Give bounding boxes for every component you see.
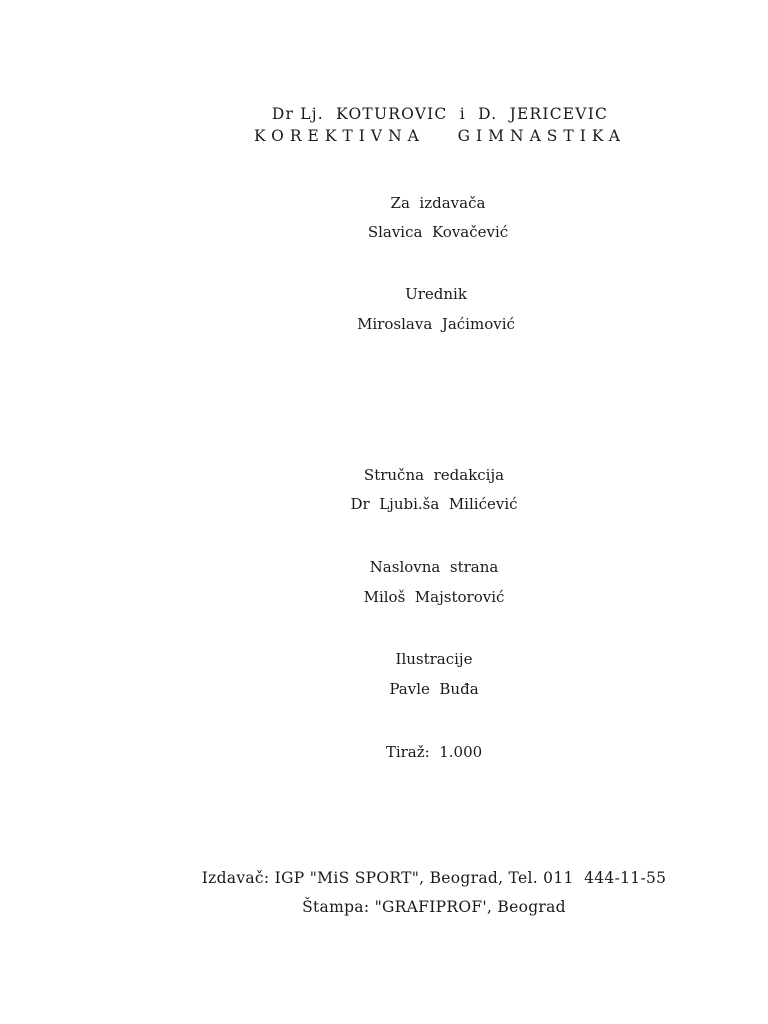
publisher-for-name: Slavica Kovačević	[367, 223, 509, 241]
printer-footer: Štampa: "GRAFIPROF', Beograd	[302, 898, 566, 916]
publisher-footer: Izdavač: IGP "MiS SPORT", Beograd, Tel. 011 444-11-55	[201, 869, 667, 887]
book-title: KOREKTIVNA GIMNASTIKA	[254, 127, 626, 145]
cover-name: Miloš Majstorović	[363, 588, 505, 606]
cover-label: Naslovna strana	[369, 558, 499, 576]
print-run: Tiraž: 1.000	[385, 743, 483, 761]
illustrations-label: Ilustracije	[395, 650, 473, 668]
publisher-for-label: Za izdavača	[390, 194, 486, 212]
illustrations-name: Pavle Buđa	[389, 680, 479, 698]
review-name: Dr Ljubi.ša Milićević	[350, 495, 518, 513]
editor-name: Miroslava Jaćimović	[357, 315, 515, 333]
editor-label: Urednik	[405, 285, 467, 303]
authors-line: Dr Lj. KOTUROVIC i D. JERICEVIC	[271, 105, 609, 123]
review-label: Stručna redakcija	[363, 466, 505, 484]
